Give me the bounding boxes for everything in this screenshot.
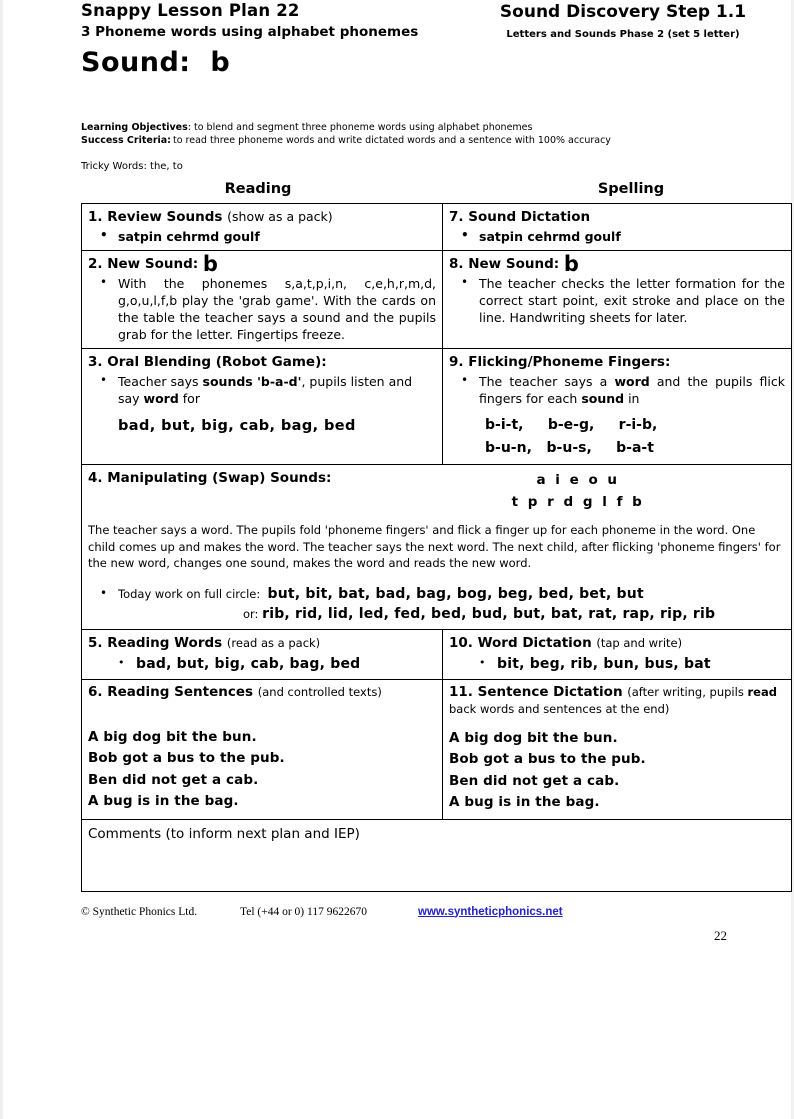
section-2-letter: b	[202, 252, 218, 276]
cell-comments[interactable]	[82, 819, 792, 891]
learning-objectives-row	[81, 121, 765, 134]
section-5-heading	[88, 634, 436, 652]
cell-sound-dictation	[443, 204, 792, 251]
section-10-note: (tap and write)	[596, 635, 683, 650]
section-4-or-row	[88, 605, 785, 624]
section-8-bullets	[449, 275, 785, 326]
list-item	[88, 373, 436, 407]
learning-objectives-text: : to blend and segment three phoneme words using alphabet phonemes	[187, 122, 533, 133]
section-4-or-words: rib, rid, lid, led, fed, bed, bud, but, bat, rat, rap, rip, rib	[262, 605, 716, 622]
list-item: • bad, but, big, cab, bag, bed	[88, 654, 436, 674]
header-left-block	[81, 0, 418, 81]
cell-word-dictation	[443, 629, 792, 679]
section-6-sentence-list	[88, 727, 436, 813]
page-left-edge	[0, 0, 3, 1119]
section-9-text-b: and the pupils flick fingers for each	[479, 374, 785, 406]
section-1-bullets	[88, 228, 436, 245]
lesson-plan-title: Snappy Lesson Plan 22	[81, 1, 300, 20]
letters-and-sounds-phase: Letters and Sounds Phase 2 (set 5 letter)	[506, 29, 740, 40]
list-item	[88, 585, 785, 604]
cell-review-sounds	[82, 204, 443, 251]
section-6-title: 6. Reading Sentences	[88, 683, 254, 700]
section-6-heading	[88, 684, 436, 701]
list-item: • bit, beg, rib, bun, bus, bat	[449, 654, 785, 674]
success-criteria-label: Success Criteria:	[81, 135, 171, 146]
list-item: • With the phonemes s,a,t,p,i,n, c,e,h,r,m,d, g,o,u,l,f,b play the 'grab game'. With the cards on the table the teacher says a sound and the pupils grab for the letter. Fingertips freeze.	[88, 275, 436, 343]
sentence-line: Bob got a bus to the pub.	[88, 750, 285, 766]
section-3-sounds: sounds 'b-a-d'	[202, 374, 302, 389]
section-11-note-bold: read	[747, 684, 777, 699]
spelling-column-heading: Spelling	[597, 181, 665, 197]
sentence-line: Ben did not get a cab.	[88, 771, 259, 788]
section-6-note: (and controlled texts)	[257, 684, 382, 699]
page-number: 22	[714, 927, 727, 943]
section-11-note-a: (after writing, pupils	[627, 684, 748, 699]
sentence-line: A bug is in the bag.	[88, 793, 239, 809]
cell-reading-words	[82, 629, 443, 679]
list-item	[449, 373, 785, 407]
table-row-reading-words	[82, 629, 792, 679]
section-3-heading: 3. Oral Blending (Robot Game):	[88, 354, 327, 370]
section-4-vowels: a i e o u	[536, 472, 620, 488]
section-4-full-circle-words: but, bit, bat, bad, bag, bog, beg, bed, bet, but	[267, 585, 644, 602]
section-3-bullets	[88, 373, 436, 407]
section-1-heading	[88, 208, 436, 226]
cell-manipulating-sounds	[82, 465, 792, 630]
section-4-bullet-label: Today work on full circle:	[118, 586, 261, 601]
section-4-bullets	[88, 585, 785, 604]
section-3-word: word	[143, 391, 179, 406]
section-8-letter: b	[563, 252, 579, 276]
success-criteria-row	[81, 134, 765, 147]
section-4-paragraph: The teacher says a word. The pupils fold 'phoneme fingers' and flick a finger up for each phoneme in the word. One child comes up and makes the word. The teacher says the next word. The next child, after flicking 'phoneme fingers' for the new word, changes one sound, makes the word and reads the new word.	[88, 523, 781, 570]
cell-oral-blending	[82, 349, 443, 465]
sentence-line: A big dog bit the bun.	[449, 729, 618, 746]
column-headings	[81, 181, 765, 203]
cell-reading-sentences	[82, 679, 443, 819]
section-8-title: 8. New Sound:	[449, 256, 560, 272]
sound-heading	[81, 45, 418, 81]
cell-sentence-dictation	[443, 679, 792, 819]
sound-heading-label: Sound:	[81, 47, 191, 78]
success-criteria-text: to read three phoneme words and write dictated words and a sentence with 100% accuracy	[173, 135, 611, 146]
header-right-block	[481, 0, 765, 43]
list-item: • satpin cehrmd goulf	[449, 228, 785, 245]
section-4-letter-grid	[428, 469, 728, 513]
footer-website-link[interactable]: www.syntheticphonics.net	[418, 905, 563, 918]
section-10-title: 10. Word Dictation	[449, 634, 592, 651]
document-footer	[81, 906, 765, 954]
sentence-line: Ben did not get a cab.	[449, 772, 620, 789]
section-11-sentence-list	[449, 728, 785, 814]
section-7-bullets	[449, 228, 785, 245]
table-row-manipulating-sounds	[82, 465, 792, 630]
tricky-words: Tricky Words: the, to	[81, 161, 183, 172]
section-11-note-b: back words and sentences at the end)	[449, 701, 670, 716]
page-content	[81, 0, 785, 954]
section-11-title: 11. Sentence Dictation	[449, 683, 623, 700]
section-9-bullets	[449, 373, 785, 407]
sentence-line: A bug is in the bag.	[449, 794, 600, 810]
reading-column-heading: Reading	[224, 181, 292, 197]
objectives-block	[81, 121, 765, 147]
section-4-consonants: t p r d g l f b	[511, 494, 645, 510]
section-7-heading: 7. Sound Dictation	[449, 209, 591, 225]
cell-new-sound-spelling	[443, 251, 792, 349]
section-9-sound: sound	[581, 391, 625, 406]
section-9-phoneme-line-2: b-u-n, b-u-s, b-a-t	[485, 440, 654, 456]
section-2-title: 2. New Sound:	[88, 256, 199, 272]
table-row-comments	[82, 819, 792, 891]
comments-label: Comments (to inform next plan and IEP)	[88, 825, 360, 842]
section-2-heading	[88, 252, 436, 276]
list-item: • The teacher checks the letter formation for the correct start point, exit stroke and place on the line. Handwriting sheets for later.	[449, 275, 785, 326]
table-row-reading-sentences	[82, 679, 792, 819]
table-row-oral-blending	[82, 349, 792, 465]
section-1-note: (show as a pack)	[227, 209, 333, 224]
section-3-text-a: Teacher says	[118, 374, 203, 389]
sound-discovery-step: Sound Discovery Step 1.1	[499, 2, 747, 22]
section-3-text-b: , pupils listen and say	[118, 374, 413, 406]
section-5-note: (read as a pack)	[226, 635, 321, 650]
lesson-plan-table	[81, 203, 792, 892]
section-1-title: 1. Review Sounds	[88, 209, 223, 225]
sentence-line: A big dog bit the bun.	[88, 728, 257, 745]
section-3-text-c: for	[178, 391, 200, 406]
sound-heading-letter: b	[210, 47, 231, 78]
cell-new-sound-reading	[82, 251, 443, 349]
section-5-title: 5. Reading Words	[88, 634, 223, 651]
section-10-heading	[449, 634, 785, 652]
section-4-or-label: or:	[243, 606, 259, 621]
lesson-plan-subtitle: 3 Phoneme words using alphabet phonemes	[81, 24, 419, 40]
sentence-line: Bob got a bus to the pub.	[449, 751, 646, 767]
cell-flicking-phoneme-fingers	[443, 349, 792, 465]
section-9-phoneme-line-1: b-i-t, b-e-g, r-i-b,	[485, 417, 658, 433]
section-8-heading	[449, 252, 785, 276]
list-item: • satpin cehrmd goulf	[88, 228, 436, 245]
section-4-top	[88, 469, 785, 515]
document-header	[81, 0, 765, 108]
section-9-text-c: in	[624, 391, 640, 406]
section-9-word: word	[614, 374, 650, 389]
footer-copyright: © Synthetic Phonics Ltd.	[81, 905, 198, 918]
section-5-bullets	[88, 654, 436, 674]
learning-objectives-label: Learning Objectives	[81, 122, 188, 133]
table-row-review-sounds	[82, 204, 792, 251]
footer-telephone: Tel (+44 or 0) 117 9622670	[240, 905, 367, 918]
section-9-heading: 9. Flicking/Phoneme Fingers:	[449, 354, 671, 370]
section-3-word-list: bad, but, big, cab, bag, bed	[118, 418, 356, 434]
section-4-heading: 4. Manipulating (Swap) Sounds:	[88, 470, 332, 486]
section-9-text-a: The teacher says a	[479, 374, 615, 389]
section-11-heading	[449, 684, 785, 718]
section-10-bullets	[449, 654, 785, 674]
table-row-new-sound	[82, 251, 792, 349]
section-2-bullets	[88, 275, 436, 343]
